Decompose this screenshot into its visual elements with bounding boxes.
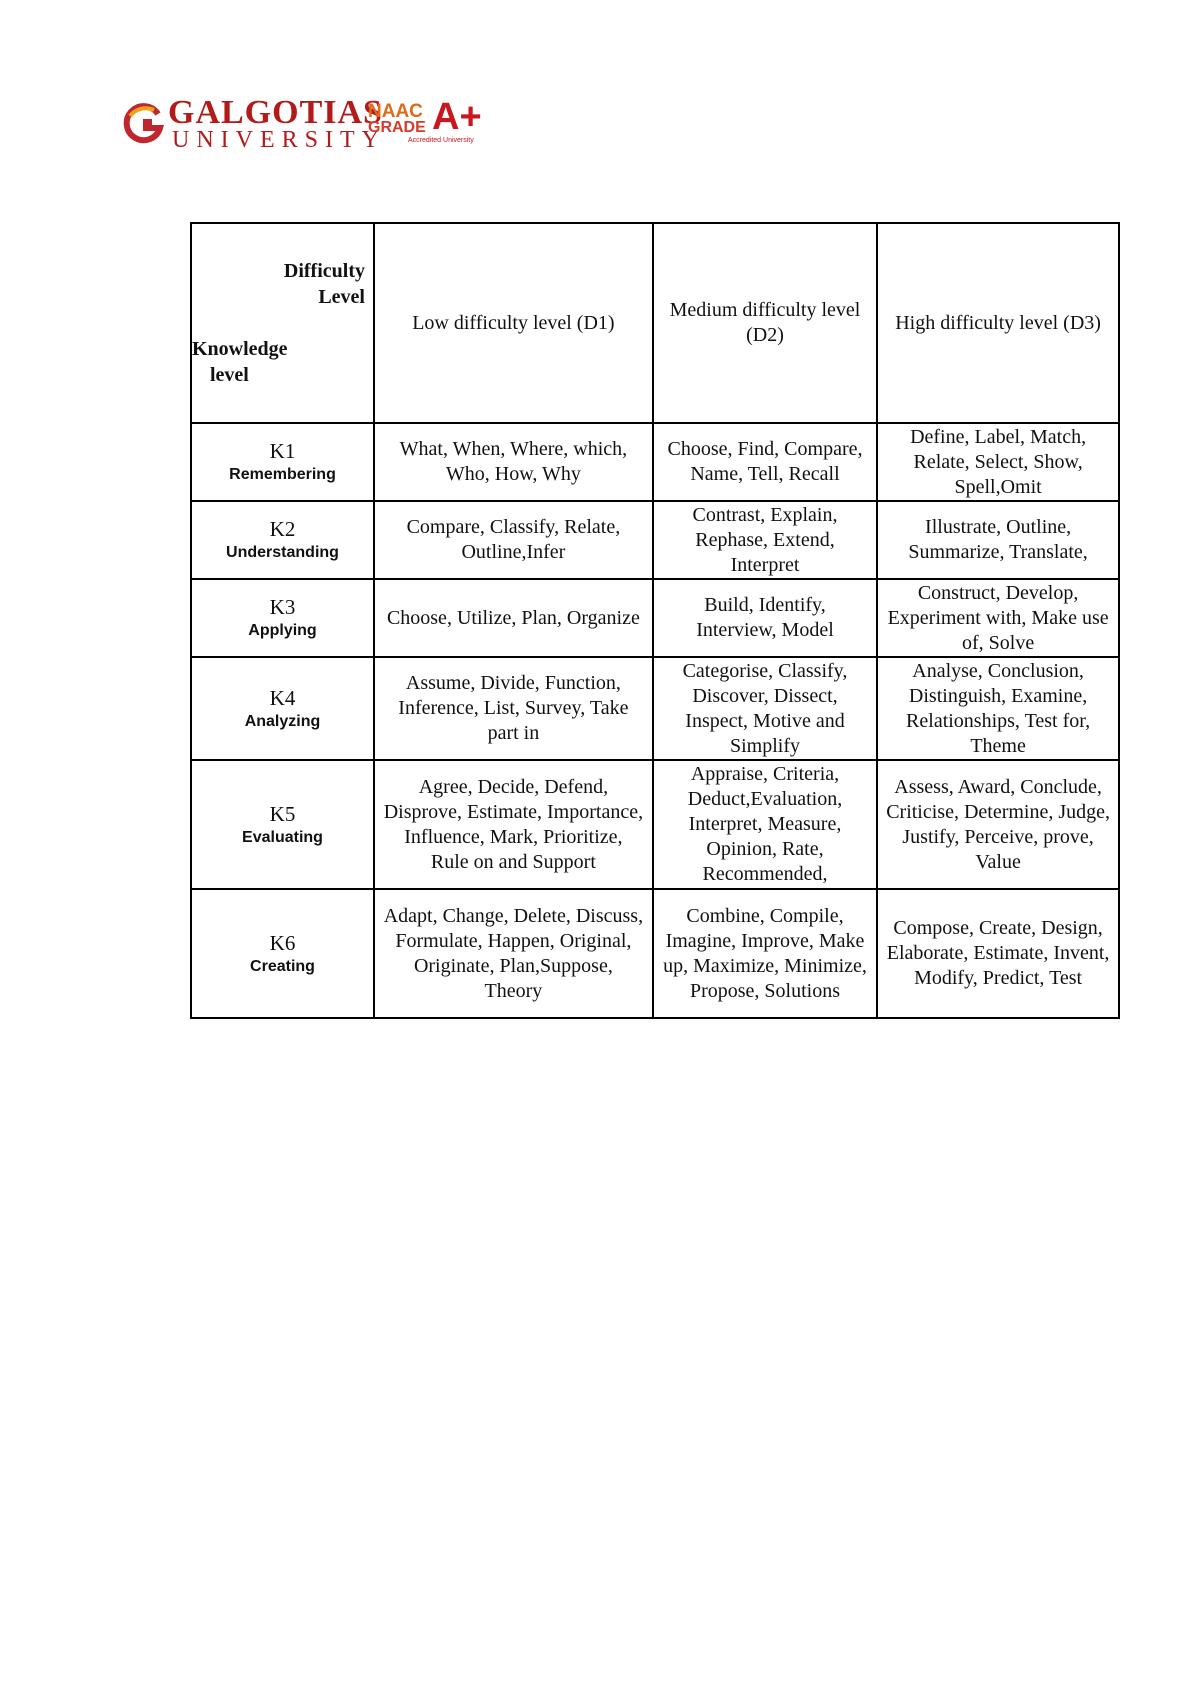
corner-bottom-line-1: Knowledge	[192, 338, 288, 360]
d2-cell: Build, Identify, Interview, Model	[653, 579, 877, 657]
knowledge-code: K5	[269, 801, 296, 826]
knowledge-name: Creating	[250, 957, 315, 975]
naac-text: NAAC	[368, 101, 423, 122]
table-row	[191, 501, 1119, 579]
corner-header-cell	[191, 223, 374, 423]
knowledge-code: K1	[269, 439, 296, 463]
table-header-row	[191, 223, 1119, 423]
knowledge-name: Analyzing	[244, 712, 321, 730]
d2-cell: Contrast, Explain, Rephase, Extend, Interpret	[653, 501, 877, 579]
knowledge-code: K6	[269, 930, 296, 955]
knowledge-code: K3	[269, 595, 296, 619]
logo-university-text: UNIVERSITY	[172, 127, 386, 153]
corner-top-line-1: Difficulty	[283, 260, 365, 282]
knowledge-level-cell	[191, 579, 374, 657]
table-row	[191, 657, 1119, 760]
knowledge-name: Applying	[248, 622, 317, 639]
d3-cell: Assess, Award, Conclude, Criticise, Determine, Judge, Justify, Perceive, prove, Value	[877, 760, 1119, 889]
galgotias-emblem-icon	[122, 102, 166, 146]
table-row	[191, 423, 1119, 501]
knowledge-level-cell	[191, 501, 374, 579]
knowledge-name: Evaluating	[242, 828, 323, 846]
knowledge-level-cell	[191, 889, 374, 1018]
knowledge-code: K4	[269, 685, 296, 710]
d1-cell: What, When, Where, which, Who, How, Why	[374, 423, 653, 501]
d3-cell: Analyse, Conclusion, Distinguish, Examine, Relationships, Test for, Theme	[877, 657, 1119, 760]
table-row	[191, 579, 1119, 657]
university-logo	[122, 96, 482, 152]
d3-cell: Construct, Develop, Experiment with, Make use of, Solve	[877, 579, 1119, 657]
naac-grade-value: A+	[432, 96, 482, 138]
d1-cell: Agree, Decide, Defend, Disprove, Estimate, Importance, Influence, Mark, Prioritize, Rule on and Support	[374, 760, 653, 889]
d1-cell: Compare, Classify, Relate, Outline,Infer	[374, 501, 653, 579]
d2-cell: Combine, Compile, Imagine, Improve, Make up, Maximize, Minimize, Propose, Solutions	[653, 889, 877, 1018]
knowledge-level-label	[192, 336, 288, 388]
d3-cell: Define, Label, Match, Relate, Select, Show, Spell,Omit	[877, 423, 1119, 501]
naac-badge	[368, 98, 480, 148]
d1-cell: Choose, Utilize, Plan, Organize	[374, 579, 653, 657]
knowledge-level-cell	[191, 760, 374, 889]
logo-wordmark: GALGOTIAS	[168, 94, 383, 131]
d1-cell: Adapt, Change, Delete, Discuss, Formulate, Happen, Original, Originate, Plan,Suppose, Theory	[374, 889, 653, 1018]
d2-cell: Choose, Find, Compare, Name, Tell, Recall	[653, 423, 877, 501]
d2-cell: Appraise, Criteria, Deduct,Evaluation, Interpret, Measure, Opinion, Rate, Recommended,	[653, 760, 877, 889]
header-medium-difficulty: Medium difficulty level (D2)	[653, 223, 877, 423]
table-row	[191, 760, 1119, 889]
header-low-difficulty: Low difficulty level (D1)	[374, 223, 653, 423]
d1-cell: Assume, Divide, Function, Inference, List, Survey, Take part in	[374, 657, 653, 760]
corner-top-line-2: Level	[318, 286, 365, 308]
knowledge-level-cell	[191, 423, 374, 501]
knowledge-code: K2	[269, 517, 296, 541]
d3-cell: Illustrate, Outline, Summarize, Translate,	[877, 501, 1119, 579]
naac-grade-text: GRADE	[368, 119, 426, 136]
knowledge-name: Remembering	[229, 466, 336, 483]
d2-cell: Categorise, Classify, Discover, Dissect, Inspect, Motive and Simplify	[653, 657, 877, 760]
d3-cell: Compose, Create, Design, Elaborate, Estimate, Invent, Modify, Predict, Test	[877, 889, 1119, 1018]
corner-bottom-line-2: level	[210, 364, 249, 386]
knowledge-level-cell	[191, 657, 374, 760]
naac-subtext: Accredited University	[408, 137, 474, 144]
knowledge-difficulty-table	[190, 222, 1120, 1019]
difficulty-level-label	[284, 258, 365, 310]
knowledge-name: Understanding	[226, 544, 339, 561]
header-high-difficulty: High difficulty level (D3)	[877, 223, 1119, 423]
table-row	[191, 889, 1119, 1018]
